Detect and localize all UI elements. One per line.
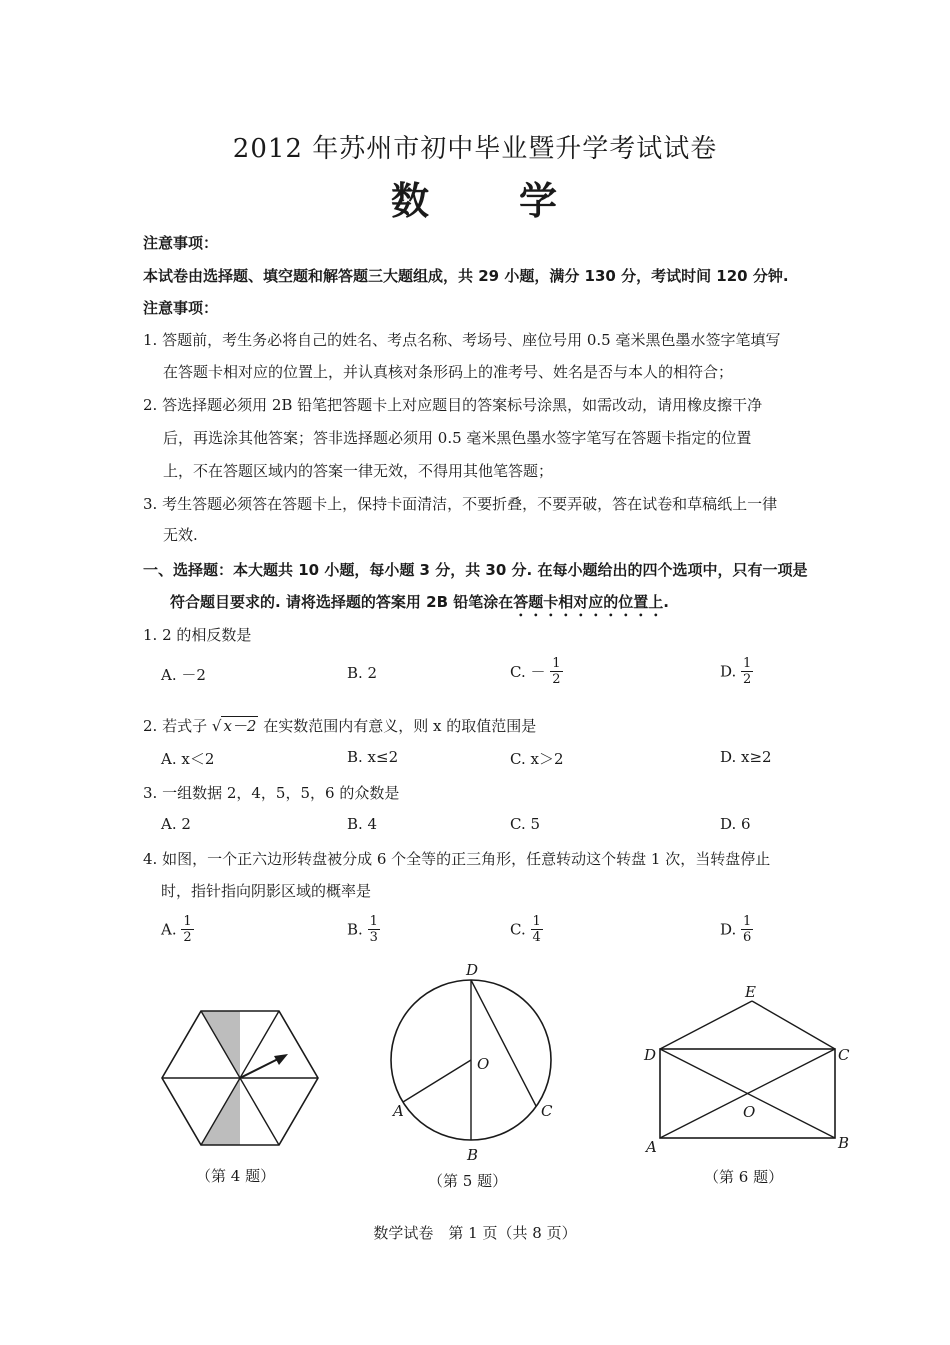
denominator: 2 [552,672,561,687]
numerator: 1 [183,914,192,929]
note-item-1-line-2: 在答题卡相对应的位置上，并认真核对条形码上的准考号、姓名是否与本人的相符合； [163,363,734,381]
label-a: A [646,1138,657,1155]
figure-4-caption: （第 4 题） [196,1167,276,1185]
sqrt-expression [212,715,259,736]
radius-oa [403,1060,471,1102]
question-3-option-a: A. 2 [161,815,191,833]
radical-sign: √ [211,717,222,735]
question-3-stem: 3. 一组数据 2，4，5，5，6 的众数是 [143,784,400,802]
note-item-2-line-3: 上，不在答题区域内的答案一律无效，不得用其他笔答题； [163,462,554,480]
question-4-option-d [720,914,753,945]
question-2-option-d: D. x≥2 [720,748,772,766]
section-1-heading-line-1: 一、选择题：本大题共 10 小题，每小题 3 分，共 30 分. 在每小题给出的四个选项中，只有一项是 [143,561,808,579]
question-4-stem-line-1: 4. 如图，一个正六边形转盘被分成 6 个全等的正三角形，任意转动这个转盘 1 次，当转盘停止 [143,850,771,868]
figure-6-caption: （第 6 题） [704,1168,784,1186]
subject-title [0,170,950,225]
label-a: A [393,1102,404,1120]
label-o: O [743,1103,756,1121]
line-de [660,1001,752,1049]
option-a-label: A. [161,920,177,939]
question-1-option-b: B. 2 [347,664,378,682]
numerator: 1 [552,656,561,671]
fraction [741,914,753,945]
question-1-option-d [720,656,753,687]
subject-char-1: 数 [390,178,431,223]
question-4-option-b [347,914,380,945]
question-2-stem [143,715,536,736]
figure-4-hexagon-spinner [160,1005,320,1150]
pointer-arrowhead [274,1054,288,1065]
numerator: 1 [743,914,752,929]
notes-heading-2: 注意事项： [143,299,219,317]
label-b: B [467,1146,479,1164]
page-footer: 数学试卷 第 1 页（共 8 页） [373,1224,577,1242]
radicand: x－2 [223,717,257,735]
section-1-period: . [663,593,669,611]
notes-heading-1: 注意事项： [143,234,219,252]
denominator: 6 [743,930,752,945]
question-2-option-c: C. x＞2 [510,750,564,768]
fraction [550,656,562,687]
option-c-label: C. － [510,663,546,681]
question-4-option-c [510,914,543,945]
question-2-option-b: B. x≤2 [347,748,399,766]
option-d-label: D. [720,920,737,939]
question-2-suffix: 在实数范围内有意义，则 x 的取值范围是 [263,717,537,735]
question-4-stem-line-2: 时，指针指向阴影区域的概率是 [161,882,372,900]
figure-6-rectangle [640,980,860,1155]
note-item-2-line-1: 2. 答选择题必须用 2B 铅笔把答题卡上对应题目的答案标号涂黑，如需改动，请用橡皮擦干净 [143,396,763,414]
question-4-option-a [161,914,194,945]
notes-summary: 本试卷由选择题、填空题和解答题三大题组成，共 29 小题，满分 130 分，考试时间 120 分钟. [143,267,789,285]
figure-5-caption: （第 5 题） [428,1172,508,1190]
question-2-prefix: 2. 若式子 [143,717,208,735]
fraction [368,914,380,945]
label-c: C [541,1102,553,1120]
option-b-label: B. [347,920,363,939]
question-2-option-a: A. x＜2 [161,750,215,768]
option-c-label: C. [510,920,526,939]
note-item-1-line-1: 1. 答题前，考生务必将自己的姓名、考点名称、考场号、座位号用 0.5 毫米黑色墨水签字笔填写 [143,331,781,349]
chord-dc [471,980,536,1106]
numerator: 1 [743,656,752,671]
line-ec [752,1001,835,1049]
option-d-label: D. [720,662,737,681]
exam-title: 2012 年苏州市初中毕业暨升学考试试卷 [232,134,718,164]
fraction [181,914,193,945]
label-d: D [644,1046,657,1064]
label-o: O [477,1055,490,1073]
note-item-3-line-1: 3. 考生答题必须答在答题卡上，保持卡面清洁，不要折叠，不要弄破，答在试卷和草稿纸上一律 [143,495,778,513]
note-item-3-line-2: 无效. [163,526,198,544]
denominator: 2 [743,672,752,687]
section-1-heading-line-2 [170,591,669,620]
label-c: C [838,1046,850,1064]
question-3-option-d: D. 6 [720,815,751,833]
label-d: D [466,961,479,979]
fraction [741,656,753,687]
question-1-option-a: A. －2 [161,666,206,684]
question-1-option-c [510,656,563,687]
fraction [531,914,543,945]
denominator: 4 [532,930,541,945]
numerator: 1 [532,914,541,929]
denominator: 3 [369,930,378,945]
denominator: 2 [183,930,192,945]
label-b: B [838,1134,850,1152]
note-item-2-line-2: 后，再选涂其他答案；答非选择题必须用 0.5 毫米黑色墨水签字笔写在答题卡指定的位置 [163,429,752,447]
question-3-option-c: C. 5 [510,815,541,833]
question-3-option-b: B. 4 [347,815,378,833]
section-1-instruction: 符合题目要求的. 请将选择题的答案用 2B 铅笔涂在 [170,593,514,611]
emphasized-answer-location: 答题卡相对应的位置上 [513,593,664,611]
question-1-stem: 1. 2 的相反数是 [143,626,252,644]
figure-5-circle [385,960,565,1165]
label-e: E [745,983,756,1001]
subject-char-2: 学 [519,178,560,223]
numerator: 1 [369,914,378,929]
